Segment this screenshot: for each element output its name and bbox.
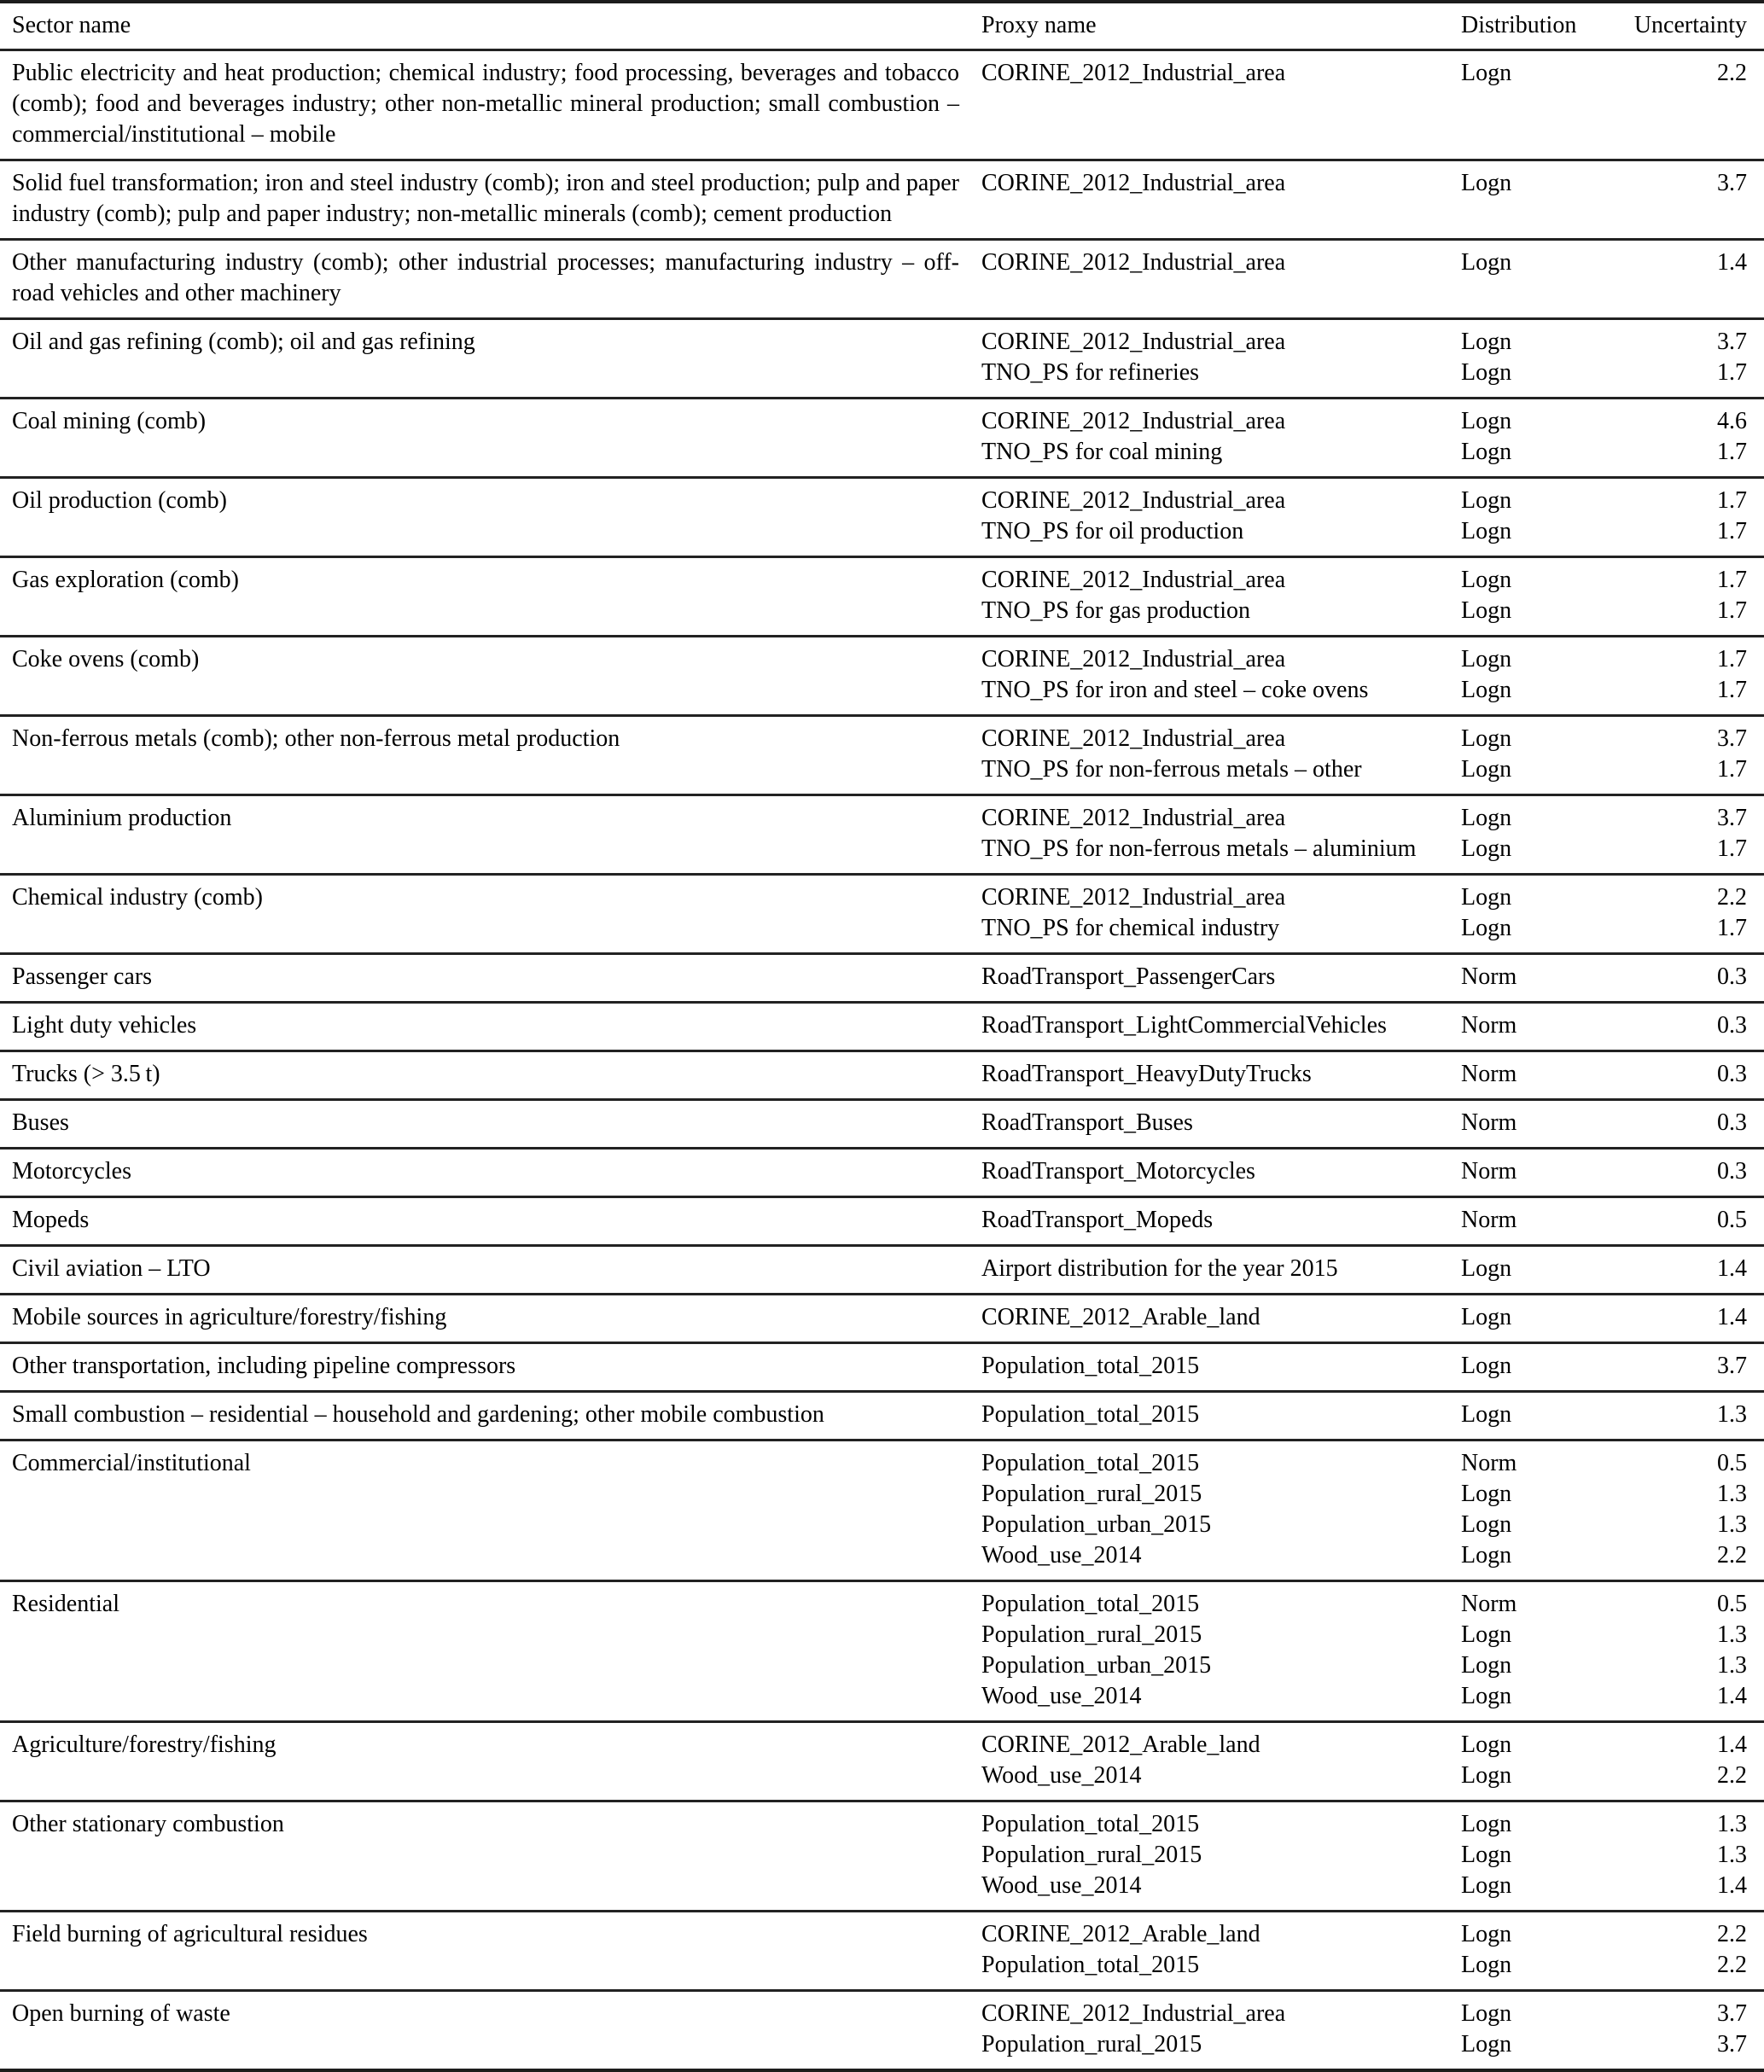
- uncertainty-value: 1.7: [1717, 756, 1747, 783]
- distribution-value: Logn: [1461, 1481, 1512, 1507]
- proxy-name: Population_rural_2015: [981, 1621, 1202, 1648]
- distribution-value: Logn: [1461, 677, 1512, 703]
- uncertainty-cell: [1613, 954, 1764, 1003]
- uncertainty-cell: [1613, 716, 1764, 795]
- sector-cell: Public electricity and heat production; chemical industry; food processing, beverages and tobacco (comb); food and beverages industry; other non-metallic mineral production; small combustion – commercial/institutional – mobile: [12, 60, 959, 148]
- proxy-name: Population_total_2015: [981, 1811, 1200, 1837]
- table-row: [0, 1003, 1764, 1051]
- table-body: [0, 50, 1764, 2071]
- uncertainty-value: 0.5: [1717, 1207, 1747, 1233]
- sector-cell: Civil aviation – LTO: [12, 1255, 211, 1282]
- uncertainty-value: 1.7: [1717, 359, 1747, 386]
- table-row: [0, 1801, 1764, 1912]
- uncertainty-value: 1.3: [1717, 1652, 1747, 1679]
- sector-cell: Oil production (comb): [12, 487, 227, 514]
- table-row: [0, 50, 1764, 160]
- proxy-name: Population_rural_2015: [981, 1481, 1202, 1507]
- uncertainty-cell: [1613, 795, 1764, 875]
- distribution-cell: [1461, 875, 1613, 954]
- sector-cell: Gas exploration (comb): [12, 567, 239, 593]
- uncertainty-value: 1.3: [1717, 1511, 1747, 1538]
- distribution-value: Logn: [1461, 1401, 1512, 1428]
- distribution-value: Logn: [1461, 1762, 1512, 1789]
- proxy-name: TNO_PS for refineries: [981, 359, 1200, 386]
- column-header-proxy-name: Proxy name: [981, 12, 1097, 38]
- uncertainty-value: 3.7: [1717, 725, 1747, 752]
- distribution-value: Norm: [1461, 1207, 1517, 1233]
- uncertainty-value: 1.3: [1717, 1401, 1747, 1428]
- distribution-value: Logn: [1461, 1304, 1512, 1330]
- uncertainty-value: 2.2: [1717, 884, 1747, 911]
- proxy-name: CORINE_2012_Arable_land: [981, 1921, 1260, 1947]
- distribution-value: Logn: [1461, 439, 1512, 465]
- distribution-cell: [1461, 557, 1613, 637]
- uncertainty-value: 1.4: [1717, 1732, 1747, 1758]
- uncertainty-cell: [1613, 1991, 1764, 2071]
- proxy-name: Population_total_2015: [981, 1591, 1200, 1617]
- column-header-sector-name: Sector name: [12, 12, 131, 38]
- proxy-cell: [981, 1441, 1461, 1581]
- distribution-value: Logn: [1461, 646, 1512, 672]
- uncertainty-value: 2.2: [1717, 1952, 1747, 1978]
- proxy-cell: [981, 1991, 1461, 2071]
- proxy-name: TNO_PS for coal mining: [981, 439, 1223, 465]
- uncertainty-value: 4.6: [1717, 408, 1747, 434]
- uncertainty-cell: [1613, 875, 1764, 954]
- uncertainty-value: 1.7: [1717, 835, 1747, 862]
- sector-cell: Mobile sources in agriculture/forestry/fishing: [12, 1304, 447, 1330]
- proxy-cell: [981, 557, 1461, 637]
- distribution-cell: [1461, 716, 1613, 795]
- distribution-cell: [1461, 1246, 1613, 1295]
- proxy-cell: [981, 1003, 1461, 1051]
- distribution-value: Logn: [1461, 1921, 1512, 1947]
- uncertainty-value: 1.7: [1717, 677, 1747, 703]
- uncertainty-value: 1.4: [1717, 1683, 1747, 1709]
- uncertainty-value: 0.3: [1717, 963, 1747, 990]
- sector-cell: Solid fuel transformation; iron and steel industry (comb); iron and steel production; pulp and paper industry (comb); pulp and paper industry; non-metallic minerals (comb); cement production: [12, 170, 959, 227]
- proxy-name: Population_urban_2015: [981, 1511, 1212, 1538]
- sector-cell: Coal mining (comb): [12, 408, 207, 434]
- table-row: [0, 319, 1764, 399]
- sector-cell: Agriculture/forestry/fishing: [12, 1732, 277, 1758]
- proxy-name: CORINE_2012_Industrial_area: [981, 60, 1286, 86]
- distribution-value: Norm: [1461, 1109, 1517, 1136]
- uncertainty-value: 2.2: [1717, 1762, 1747, 1789]
- uncertainty-value: 0.3: [1717, 1061, 1747, 1087]
- uncertainty-cell: [1613, 1581, 1764, 1722]
- uncertainty-value: 0.5: [1717, 1450, 1747, 1476]
- table-header: [0, 2, 1764, 50]
- uncertainty-value: 1.7: [1717, 518, 1747, 544]
- table-row: [0, 1581, 1764, 1722]
- uncertainty-value: 0.5: [1717, 1591, 1747, 1617]
- table-row: [0, 1149, 1764, 1197]
- distribution-value: Logn: [1461, 1683, 1512, 1709]
- sector-cell: Aluminium production: [12, 805, 232, 831]
- proxy-name: RoadTransport_Mopeds: [981, 1207, 1214, 1233]
- distribution-cell: [1461, 1003, 1613, 1051]
- proxy-cell: [981, 1246, 1461, 1295]
- uncertainty-cell: [1613, 160, 1764, 240]
- proxy-name: RoadTransport_Buses: [981, 1109, 1193, 1136]
- uncertainty-value: 1.3: [1717, 1842, 1747, 1868]
- proxy-cell: [981, 875, 1461, 954]
- proxy-name: CORINE_2012_Arable_land: [981, 1304, 1260, 1330]
- header-row: [0, 2, 1764, 50]
- uncertainty-value: 3.7: [1717, 805, 1747, 831]
- proxy-cell: [981, 795, 1461, 875]
- uncertainty-cell: [1613, 319, 1764, 399]
- table-row: [0, 160, 1764, 240]
- sector-cell: Other transportation, including pipeline compressors: [12, 1353, 516, 1379]
- uncertainty-value: 2.2: [1717, 1921, 1747, 1947]
- distribution-cell: [1461, 1801, 1613, 1912]
- uncertainty-cell: [1613, 50, 1764, 160]
- distribution-cell: [1461, 1912, 1613, 1991]
- table-row: [0, 1991, 1764, 2071]
- proxy-name: CORINE_2012_Industrial_area: [981, 2000, 1286, 2027]
- proxy-cell: [981, 50, 1461, 160]
- sector-cell: Mopeds: [12, 1207, 90, 1233]
- uncertainty-cell: [1613, 1801, 1764, 1912]
- proxy-cell: [981, 478, 1461, 557]
- distribution-cell: [1461, 399, 1613, 478]
- uncertainty-cell: [1613, 1051, 1764, 1100]
- uncertainty-value: 0.3: [1717, 1158, 1747, 1184]
- uncertainty-value: 1.3: [1717, 1481, 1747, 1507]
- distribution-value: Norm: [1461, 1158, 1517, 1184]
- uncertainty-value: 2.2: [1717, 60, 1747, 86]
- distribution-value: Logn: [1461, 1511, 1512, 1538]
- table-row: [0, 954, 1764, 1003]
- proxy-name: CORINE_2012_Industrial_area: [981, 805, 1286, 831]
- proxy-cell: [981, 1722, 1461, 1801]
- distribution-cell: [1461, 1343, 1613, 1392]
- distribution-value: Logn: [1461, 329, 1512, 355]
- column-header-uncertainty: Uncertainty: [1633, 12, 1747, 38]
- proxy-cell: [981, 637, 1461, 716]
- distribution-value: Norm: [1461, 1061, 1517, 1087]
- distribution-value: Logn: [1461, 518, 1512, 544]
- proxy-cell: [981, 319, 1461, 399]
- proxy-name: CORINE_2012_Industrial_area: [981, 567, 1286, 593]
- proxy-name: TNO_PS for non-ferrous metals – aluminium: [981, 835, 1417, 862]
- distribution-cell: [1461, 954, 1613, 1003]
- distribution-cell: [1461, 795, 1613, 875]
- distribution-value: Logn: [1461, 1621, 1512, 1648]
- uncertainty-value: 3.7: [1717, 2000, 1747, 2027]
- proxy-cell: [981, 716, 1461, 795]
- uncertainty-cell: [1613, 1912, 1764, 1991]
- proxy-name: TNO_PS for non-ferrous metals – other: [981, 756, 1362, 783]
- table-row: [0, 716, 1764, 795]
- distribution-cell: [1461, 1581, 1613, 1722]
- uncertainty-value: 3.7: [1717, 170, 1747, 196]
- table-row: [0, 1912, 1764, 1991]
- sector-cell: Trucks (> 3.5 t): [12, 1061, 160, 1087]
- proxy-name: CORINE_2012_Industrial_area: [981, 249, 1286, 276]
- proxy-cell: [981, 1392, 1461, 1441]
- sector-cell: Chemical industry (comb): [12, 884, 263, 911]
- proxy-name: Population_total_2015: [981, 1952, 1200, 1978]
- uncertainty-value: 3.7: [1717, 2031, 1747, 2057]
- uncertainty-cell: [1613, 557, 1764, 637]
- table-row: [0, 557, 1764, 637]
- uncertainty-value: 1.7: [1717, 487, 1747, 514]
- proxy-name: CORINE_2012_Arable_land: [981, 1732, 1260, 1758]
- proxy-name: RoadTransport_Motorcycles: [981, 1158, 1255, 1184]
- sector-cell: Field burning of agricultural residues: [12, 1921, 368, 1947]
- sector-cell: Non-ferrous metals (comb); other non-ferrous metal production: [12, 725, 620, 752]
- uncertainty-cell: [1613, 1246, 1764, 1295]
- distribution-value: Logn: [1461, 170, 1512, 196]
- distribution-cell: [1461, 1149, 1613, 1197]
- proxy-cell: [981, 1051, 1461, 1100]
- proxy-cell: [981, 1295, 1461, 1343]
- distribution-cell: [1461, 50, 1613, 160]
- table-row: [0, 1295, 1764, 1343]
- uncertainty-cell: [1613, 478, 1764, 557]
- uncertainty-value: 1.7: [1717, 567, 1747, 593]
- distribution-value: Logn: [1461, 1811, 1512, 1837]
- table-row: [0, 240, 1764, 319]
- distribution-value: Logn: [1461, 835, 1512, 862]
- proxy-name: CORINE_2012_Industrial_area: [981, 646, 1286, 672]
- uncertainty-cell: [1613, 1722, 1764, 1801]
- distribution-value: Logn: [1461, 249, 1512, 276]
- uncertainty-cell: [1613, 1003, 1764, 1051]
- uncertainty-value: 1.3: [1717, 1811, 1747, 1837]
- proxy-name: Wood_use_2014: [981, 1683, 1142, 1709]
- distribution-value: Logn: [1461, 2031, 1512, 2057]
- table-row: [0, 1246, 1764, 1295]
- uncertainty-cell: [1613, 399, 1764, 478]
- distribution-value: Norm: [1461, 963, 1517, 990]
- proxy-name: Population_total_2015: [981, 1353, 1200, 1379]
- sector-cell: Coke ovens (comb): [12, 646, 200, 672]
- uncertainty-cell: [1613, 1392, 1764, 1441]
- distribution-cell: [1461, 240, 1613, 319]
- proxy-name: CORINE_2012_Industrial_area: [981, 408, 1286, 434]
- uncertainty-cell: [1613, 1295, 1764, 1343]
- sector-cell: Residential: [12, 1591, 119, 1617]
- uncertainty-cell: [1613, 240, 1764, 319]
- table-row: [0, 637, 1764, 716]
- sector-cell: Light duty vehicles: [12, 1012, 197, 1039]
- proxy-name: TNO_PS for gas production: [981, 597, 1250, 624]
- distribution-value: Norm: [1461, 1591, 1517, 1617]
- uncertainty-cell: [1613, 637, 1764, 716]
- proxy-name: TNO_PS for oil production: [981, 518, 1244, 544]
- proxy-name: CORINE_2012_Industrial_area: [981, 170, 1286, 196]
- sector-cell: Open burning of waste: [12, 2000, 230, 2027]
- distribution-value: Logn: [1461, 60, 1512, 86]
- sector-cell: Passenger cars: [12, 963, 153, 990]
- distribution-cell: [1461, 1722, 1613, 1801]
- uncertainty-value: 1.4: [1717, 1304, 1747, 1330]
- uncertainty-value: 1.7: [1717, 439, 1747, 465]
- uncertainty-value: 0.3: [1717, 1012, 1747, 1039]
- distribution-cell: [1461, 319, 1613, 399]
- proxy-name: CORINE_2012_Industrial_area: [981, 329, 1286, 355]
- proxy-cell: [981, 1581, 1461, 1722]
- proxy-name: Population_total_2015: [981, 1401, 1200, 1428]
- uncertainty-value: 0.3: [1717, 1109, 1747, 1136]
- distribution-value: Logn: [1461, 756, 1512, 783]
- distribution-cell: [1461, 478, 1613, 557]
- proxy-name: Population_total_2015: [981, 1450, 1200, 1476]
- uncertainty-value: 3.7: [1717, 329, 1747, 355]
- proxy-cell: [981, 1197, 1461, 1246]
- proxy-name: TNO_PS for iron and steel – coke ovens: [981, 677, 1369, 703]
- distribution-cell: [1461, 1441, 1613, 1581]
- distribution-value: Logn: [1461, 487, 1512, 514]
- uncertainty-cell: [1613, 1149, 1764, 1197]
- distribution-value: Logn: [1461, 1255, 1512, 1282]
- proxy-cell: [981, 1912, 1461, 1991]
- proxy-cell: [981, 240, 1461, 319]
- uncertainty-value: 3.7: [1717, 1353, 1747, 1379]
- sector-cell: Motorcycles: [12, 1158, 131, 1184]
- sector-cell: Other stationary combustion: [12, 1811, 284, 1837]
- table-row: [0, 1197, 1764, 1246]
- uncertainty-cell: [1613, 1100, 1764, 1149]
- distribution-cell: [1461, 1051, 1613, 1100]
- proxy-cell: [981, 1801, 1461, 1912]
- distribution-cell: [1461, 160, 1613, 240]
- table-row: [0, 1441, 1764, 1581]
- proxy-name: Wood_use_2014: [981, 1542, 1142, 1569]
- uncertainty-value: 1.7: [1717, 915, 1747, 941]
- proxy-cell: [981, 160, 1461, 240]
- distribution-value: Logn: [1461, 567, 1512, 593]
- proxy-cell: [981, 1343, 1461, 1392]
- proxy-name: RoadTransport_LightCommercialVehicles: [981, 1012, 1387, 1039]
- sector-cell: Buses: [12, 1109, 69, 1136]
- distribution-value: Norm: [1461, 1450, 1517, 1476]
- sector-cell: Other manufacturing industry (comb); other industrial processes; manufacturing industry – off-road vehicles and other machinery: [12, 249, 959, 306]
- distribution-value: Logn: [1461, 408, 1512, 434]
- proxy-name: RoadTransport_HeavyDutyTrucks: [981, 1061, 1312, 1087]
- distribution-cell: [1461, 1197, 1613, 1246]
- table-row: [0, 399, 1764, 478]
- proxy-name: Wood_use_2014: [981, 1872, 1142, 1899]
- uncertainty-value: 1.7: [1717, 646, 1747, 672]
- proxy-name: Population_rural_2015: [981, 2031, 1202, 2057]
- proxy-cell: [981, 1149, 1461, 1197]
- distribution-value: Logn: [1461, 884, 1512, 911]
- table-row: [0, 1100, 1764, 1149]
- table-row: [0, 795, 1764, 875]
- uncertainty-value: 1.4: [1717, 249, 1747, 276]
- uncertainty-value: 1.4: [1717, 1872, 1747, 1899]
- sector-cell: Oil and gas refining (comb); oil and gas refining: [12, 329, 475, 355]
- distribution-value: Logn: [1461, 1872, 1512, 1899]
- table-row: [0, 875, 1764, 954]
- distribution-value: Logn: [1461, 915, 1512, 941]
- sector-cell: Small combustion – residential – household and gardening; other mobile combustion: [12, 1401, 824, 1428]
- proxy-name: CORINE_2012_Industrial_area: [981, 725, 1286, 752]
- sector-cell: Commercial/institutional: [12, 1450, 251, 1476]
- distribution-value: Logn: [1461, 2000, 1512, 2027]
- table-row: [0, 1392, 1764, 1441]
- uncertainty-cell: [1613, 1343, 1764, 1392]
- proxy-cell: [981, 399, 1461, 478]
- proxy-name: Population_urban_2015: [981, 1652, 1212, 1679]
- uncertainty-value: 2.2: [1717, 1542, 1747, 1569]
- distribution-cell: [1461, 1991, 1613, 2071]
- table-row: [0, 1051, 1764, 1100]
- uncertainty-cell: [1613, 1197, 1764, 1246]
- column-header-distribution: Distribution: [1461, 12, 1577, 38]
- distribution-value: Logn: [1461, 725, 1512, 752]
- proxy-cell: [981, 1100, 1461, 1149]
- proxy-name: TNO_PS for chemical industry: [981, 915, 1280, 941]
- distribution-value: Logn: [1461, 359, 1512, 386]
- proxy-name: RoadTransport_PassengerCars: [981, 963, 1276, 990]
- proxy-cell: [981, 954, 1461, 1003]
- distribution-cell: [1461, 1392, 1613, 1441]
- distribution-cell: [1461, 1100, 1613, 1149]
- distribution-cell: [1461, 637, 1613, 716]
- proxy-name: Population_rural_2015: [981, 1842, 1202, 1868]
- uncertainty-value: 1.7: [1717, 597, 1747, 624]
- proxy-name: CORINE_2012_Industrial_area: [981, 884, 1286, 911]
- proxy-name: Airport distribution for the year 2015: [981, 1255, 1338, 1282]
- distribution-value: Logn: [1461, 597, 1512, 624]
- distribution-value: Logn: [1461, 1353, 1512, 1379]
- uncertainty-cell: [1613, 1441, 1764, 1581]
- uncertainty-value: 1.4: [1717, 1255, 1747, 1282]
- proxy-name: Wood_use_2014: [981, 1762, 1142, 1789]
- table-row: [0, 478, 1764, 557]
- distribution-value: Norm: [1461, 1012, 1517, 1039]
- distribution-cell: [1461, 1295, 1613, 1343]
- proxy-name: CORINE_2012_Industrial_area: [981, 487, 1286, 514]
- distribution-value: Logn: [1461, 1842, 1512, 1868]
- distribution-value: Logn: [1461, 1732, 1512, 1758]
- distribution-value: Logn: [1461, 1652, 1512, 1679]
- uncertainty-value: 1.3: [1717, 1621, 1747, 1648]
- distribution-value: Logn: [1461, 1952, 1512, 1978]
- distribution-value: Logn: [1461, 805, 1512, 831]
- table-row: [0, 1722, 1764, 1801]
- distribution-value: Logn: [1461, 1542, 1512, 1569]
- table-row: [0, 1343, 1764, 1392]
